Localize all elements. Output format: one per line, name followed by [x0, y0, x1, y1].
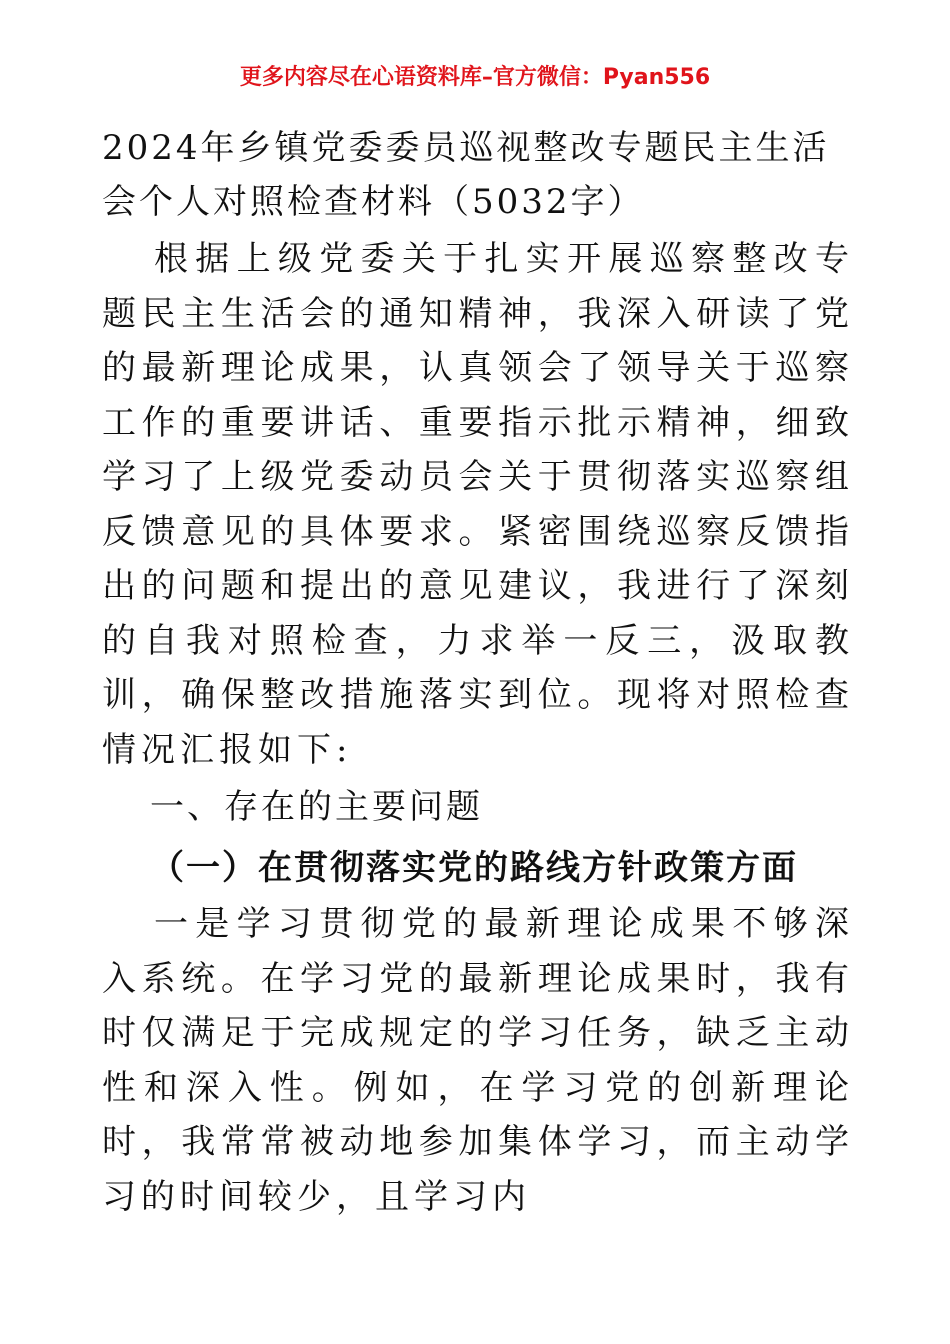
section-heading: 一、存在的主要问题: [150, 787, 483, 827]
document-title: 2024年乡镇党委委员巡视整改专题民主生活会个人对照检查材料（5032字）: [102, 128, 830, 222]
subsection-heading: （一）在贯彻落实党的路线方针政策方面: [150, 848, 798, 888]
intro-paragraph: 根据上级党委关于扎实开展巡察整改专题民主生活会的通知精神，我深入研读了党的最新理论成果，认真领会了领导关于巡察工作的重要讲话、重要指示批示精神，细致学习了上级党委动员会关于贯彻落实巡察组反馈意见的具体要求。紧密围绕巡察反馈指出的问题和提出的意见建议，我进行了深刻的自我对照检查，力求举一反三，汲取教训，确保整改措施落实到位。现将对照检查情况汇报如下:: [102, 239, 854, 770]
body-paragraph: 一是学习贯彻党的最新理论成果不够深入系统。在学习党的最新理论成果时，我有时仅满足于完成规定的学习任务，缺乏主动性和深入性。例如，在学习党的创新理论时，我常常被动地参加集体学习，而主动学习的时间较少，且学习内: [102, 904, 854, 1217]
document-body: [102, 121, 854, 1224]
watermark-banner: 更多内容尽在心语资料库–官方微信：Pyan556: [239, 65, 711, 90]
